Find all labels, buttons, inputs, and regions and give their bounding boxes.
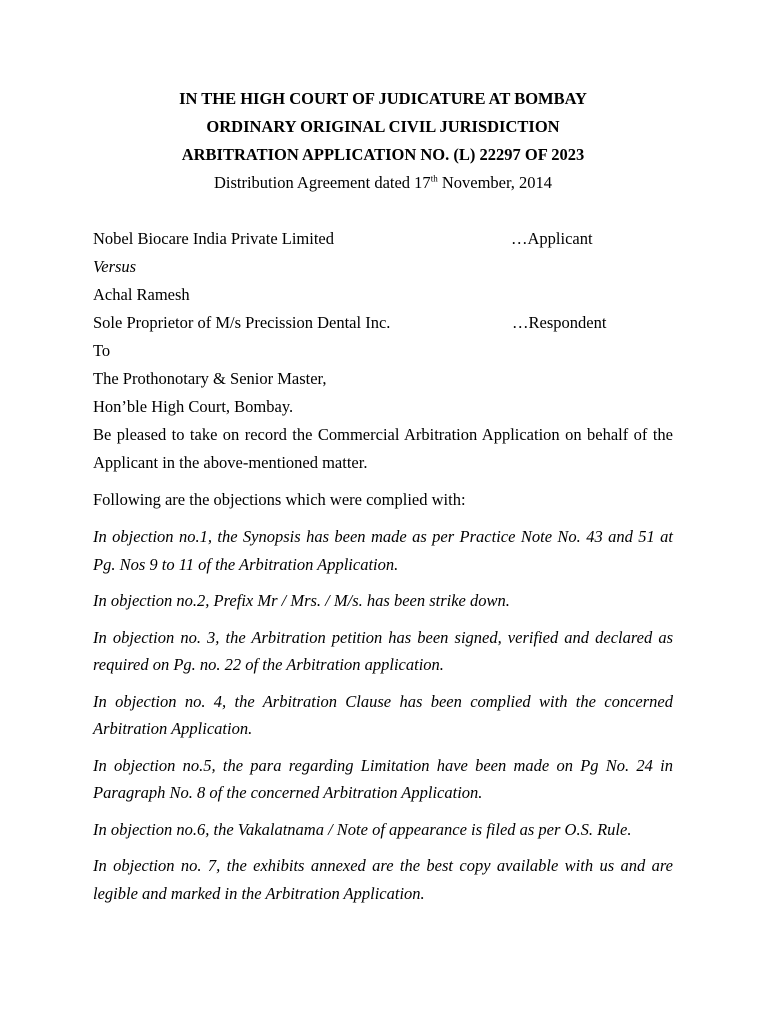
respondent-detail: Sole Proprietor of M/s Precission Dental Inc. (93, 313, 391, 332)
agreement-line (93, 169, 673, 197)
objection-item-6: In objection no.6, the Vakalatnama / Note of appearance is filed as per O.S. Rule. (93, 819, 632, 839)
versus-line: Versus (93, 257, 137, 276)
objection-item-3: In objection no. 3, the Arbitration petition has been signed, verified and declared as required on Pg. no. 22 of the Arbitration application. (93, 627, 673, 674)
objection-item-2: In objection no.2, Prefix Mr / Mrs. / M/s. has been strike down. (93, 591, 510, 610)
objection-item-7: In objection no. 7, the exhibits annexed are the best copy available with us and are legible and marked in the Arbitration Application. (93, 856, 673, 903)
respondent-name: Achal Ramesh (93, 285, 190, 304)
agreement-ordinal-suffix: th (430, 173, 438, 184)
agreement-suffix: November, 2014 (437, 173, 553, 192)
court-heading: IN THE HIGH COURT OF JUDICATURE AT BOMBAY (179, 89, 587, 108)
document-page (93, 85, 673, 916)
respondent-role: …Respondent (512, 313, 607, 332)
address-line-2: Hon’ble High Court, Bombay. (93, 397, 294, 416)
applicant-role: …Applicant (511, 229, 593, 248)
jurisdiction-heading: ORDINARY ORIGINAL CIVIL JURISDICTION (206, 117, 560, 136)
objection-item-5: In objection no.5, the para regarding Limitation have been made on Pg No. 24 in Paragraph No. 8 of the concerned Arbitration Application. (93, 755, 673, 802)
respondent-line (93, 309, 673, 337)
objection-item-1: In objection no.1, the Synopsis has been made as per Practice Note No. 43 and 51 at Pg. Nos 9 to 11 of the Arbitration Application. (93, 527, 673, 574)
objections-intro: Following are the objections which were complied with: (93, 490, 466, 509)
address-line-1: The Prothonotary & Senior Master, (93, 369, 327, 388)
objection-item-4: In objection no. 4, the Arbitration Clause has been complied with the concerned Arbitration Application. (93, 691, 673, 738)
applicant-line (93, 225, 673, 253)
applicant-name: Nobel Biocare India Private Limited (93, 229, 335, 248)
request-paragraph: Be pleased to take on record the Commercial Arbitration Application on behalf of the Applicant in the above-mentioned matter. (93, 425, 673, 472)
agreement-prefix: Distribution Agreement dated 17 (213, 173, 431, 192)
application-number-heading: ARBITRATION APPLICATION NO. (L) 22297 OF 2023 (181, 145, 585, 164)
address-to: To (93, 341, 111, 360)
